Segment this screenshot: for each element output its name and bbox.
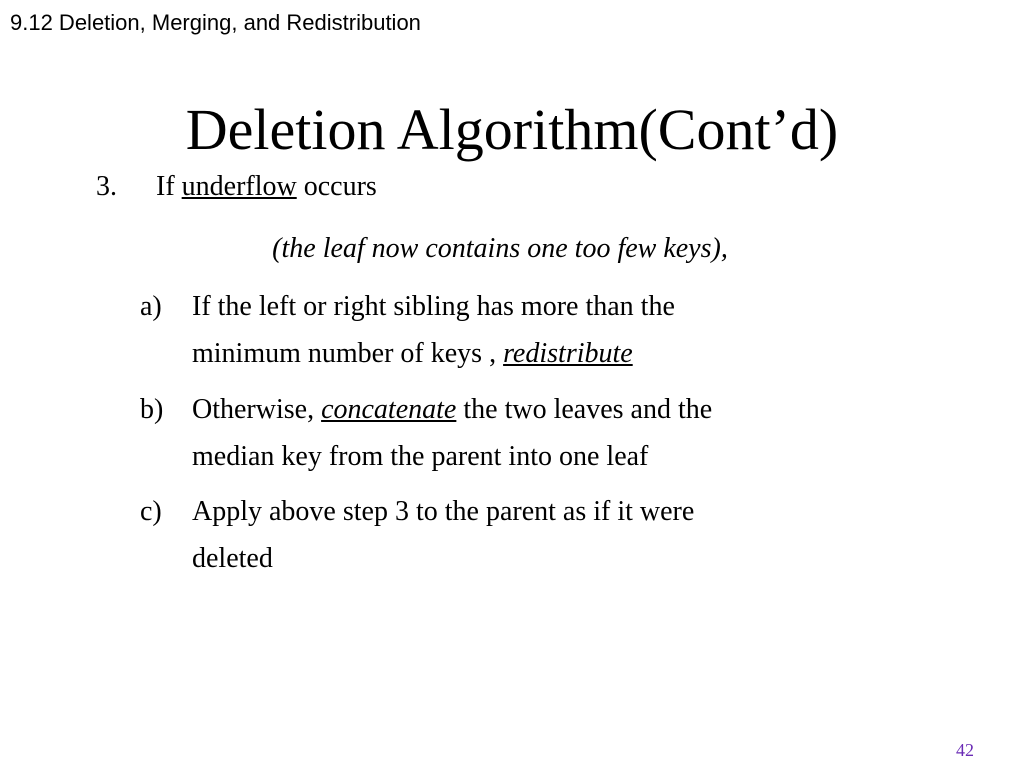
substep-marker: c) xyxy=(140,496,162,527)
substep-b-line-1 xyxy=(192,393,712,427)
substep-c-line-1: Apply above step 3 to the parent as if it were xyxy=(192,496,695,527)
substep-marker: b) xyxy=(140,394,164,425)
slide-title: Deletion Algorithm(Cont’d) xyxy=(185,97,839,162)
substep-a-line-2 xyxy=(192,337,633,371)
substep-marker: a) xyxy=(140,291,162,322)
substep-c-line-2: deleted xyxy=(192,543,273,574)
underflow-note: (the leaf now contains one too few keys), xyxy=(272,233,728,264)
concatenate-term: concatenate xyxy=(321,394,457,425)
step-suffix: occurs xyxy=(296,171,377,202)
substep-b-prefix: Otherwise, xyxy=(192,394,322,425)
page-number: 42 xyxy=(956,740,974,760)
underflow-term: underflow xyxy=(181,171,297,202)
substep-b-line-2: median key from the parent into one leaf xyxy=(192,441,649,472)
substep-b-suffix: the two leaves and the xyxy=(456,394,713,425)
substep-a-prefix: minimum number of keys , xyxy=(192,338,504,369)
step-number: 3. xyxy=(96,171,117,202)
section-header: 9.12 Deletion, Merging, and Redistribution xyxy=(10,10,421,35)
step-3 xyxy=(96,170,377,204)
step-prefix: If xyxy=(156,171,182,202)
redistribute-term: redistribute xyxy=(503,338,633,369)
substep-a-line-1: If the left or right sibling has more than the xyxy=(192,291,675,322)
